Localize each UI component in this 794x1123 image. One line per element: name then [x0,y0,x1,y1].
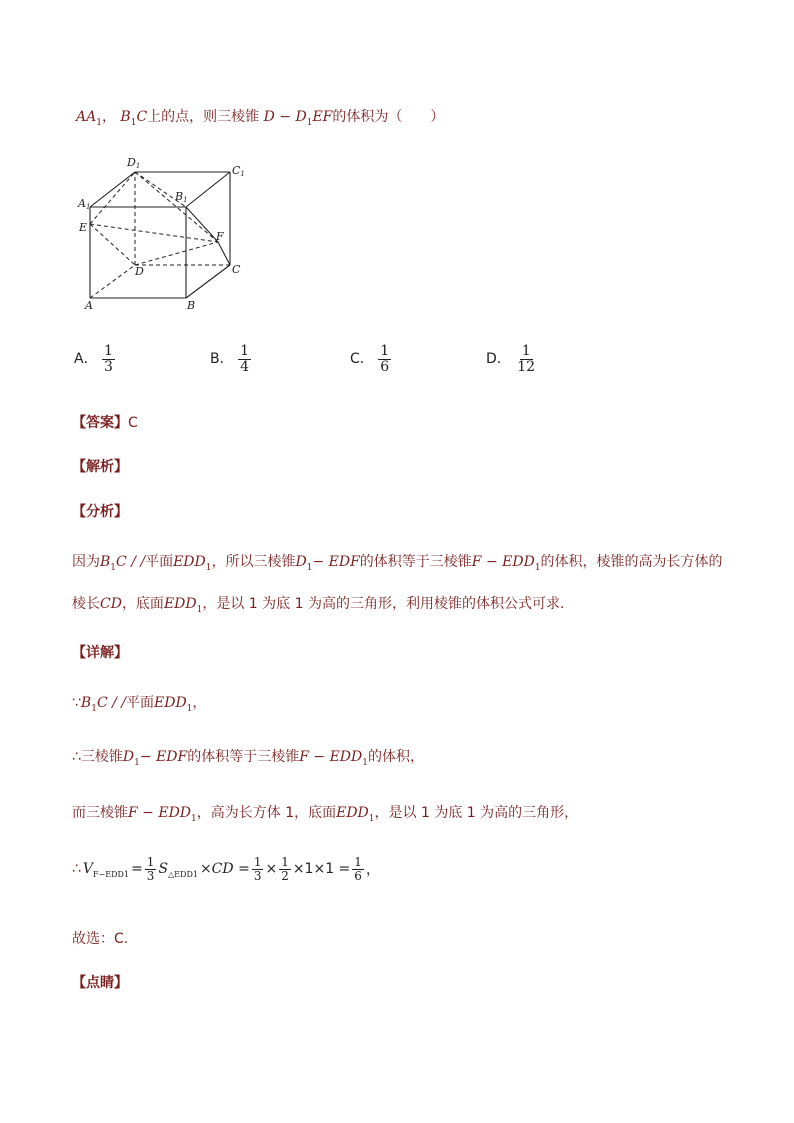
edge-A1-D1 [90,172,135,207]
fenxi-line-1: 因为$B_1C$ / /平面$EDD_1$，所以三棱锥$D_1-$ EDF的体积等于三棱锥$F - EDD_1$的体积，棱锥的高为长方体的 [72,554,723,573]
fenxi-line-2: 棱长CD，底面$EDD_1$，是以 1 为底 1 为高的三角形，利用棱锥的体积公式可求. [72,596,565,615]
q-tail: 的体积为（ ） [332,109,445,125]
label-C: C [232,263,241,276]
option-a: A． $\frac{1}{3}$ [74,343,113,375]
edge-B1-F [186,207,218,242]
xiangjie-line-3: 而三棱锥$F - EDD_1$，高为长方体 1，底面$EDD_1$，是以 1 为底 1 为高的三角形， [72,805,579,824]
label-E: E [79,221,88,234]
edge-F-C [218,242,230,265]
option-d: D． $\frac{1}{12}$ [486,343,536,375]
label-A1: A1 [78,197,91,211]
label-B: B [187,299,196,312]
label-D1: D1 [127,156,141,170]
label-F: F [216,230,224,243]
fenxi-tag: 【分析】 [72,504,128,520]
option-a-frac: $\frac{1}{3}$ [104,343,113,375]
edge-E-D [90,224,135,265]
answer-value: C [128,415,138,431]
option-d-frac: $\frac{1}{12}$ [517,343,536,375]
edge-E-D1 [90,172,135,224]
question-stem: $AA_1$， $B_1C$上的点，则三棱锥 $D - D_1EF$的体积为（ ） [76,109,445,128]
edge-E-F [90,224,218,242]
xiangjie-tag: 【详解】 [72,645,128,661]
xiangjie-line-2: ∴三棱锥$D_1-$ EDF的体积等于三棱锥$F - EDD_1$的体积， [72,749,424,768]
q-b1c: $B_1C$ [120,109,148,128]
edge-A-D [90,265,135,298]
q-aa1: $AA_1$ [76,109,102,128]
xiangjie-line-1: $\because B_1C$ / /平面$EDD_1$， [72,695,207,714]
label-C1: C1 [232,164,245,178]
q-pyramid: $D - D_1EF$ [263,109,333,128]
dianjing-tag: 【点睛】 [72,975,128,991]
edge-B-C [186,265,230,298]
volume-formula: ∴ $V_{F-EDD1}$ = $\frac{1}{3}$ $S_{\triangle EDD1}$ ×CD = $\frac{1}{3}$ × $\frac{1}{2}$ ×1×1 = $\frac{1}{6}$ ， [72,855,380,883]
edge-D-F [135,242,218,265]
cube-figure [72,152,262,312]
option-c-frac: $\frac{1}{6}$ [380,343,390,375]
option-b-frac: $\frac{1}{4}$ [240,343,249,375]
label-D: D [135,265,144,278]
answer-line [72,412,138,432]
option-b: B． $\frac{1}{4}$ [210,343,249,375]
label-A: A [85,299,93,312]
edge-B1-C1 [186,172,230,207]
label-B1: B1 [175,190,188,204]
xiangjie-line-5: 故选：C. [72,931,129,947]
option-c: C． $\frac{1}{6}$ [350,343,390,375]
jiexi-tag: 【解析】 [72,459,128,475]
q-text: 上的点，则三棱锥 [147,109,260,125]
answer-tag: 【答案】 [72,415,128,431]
